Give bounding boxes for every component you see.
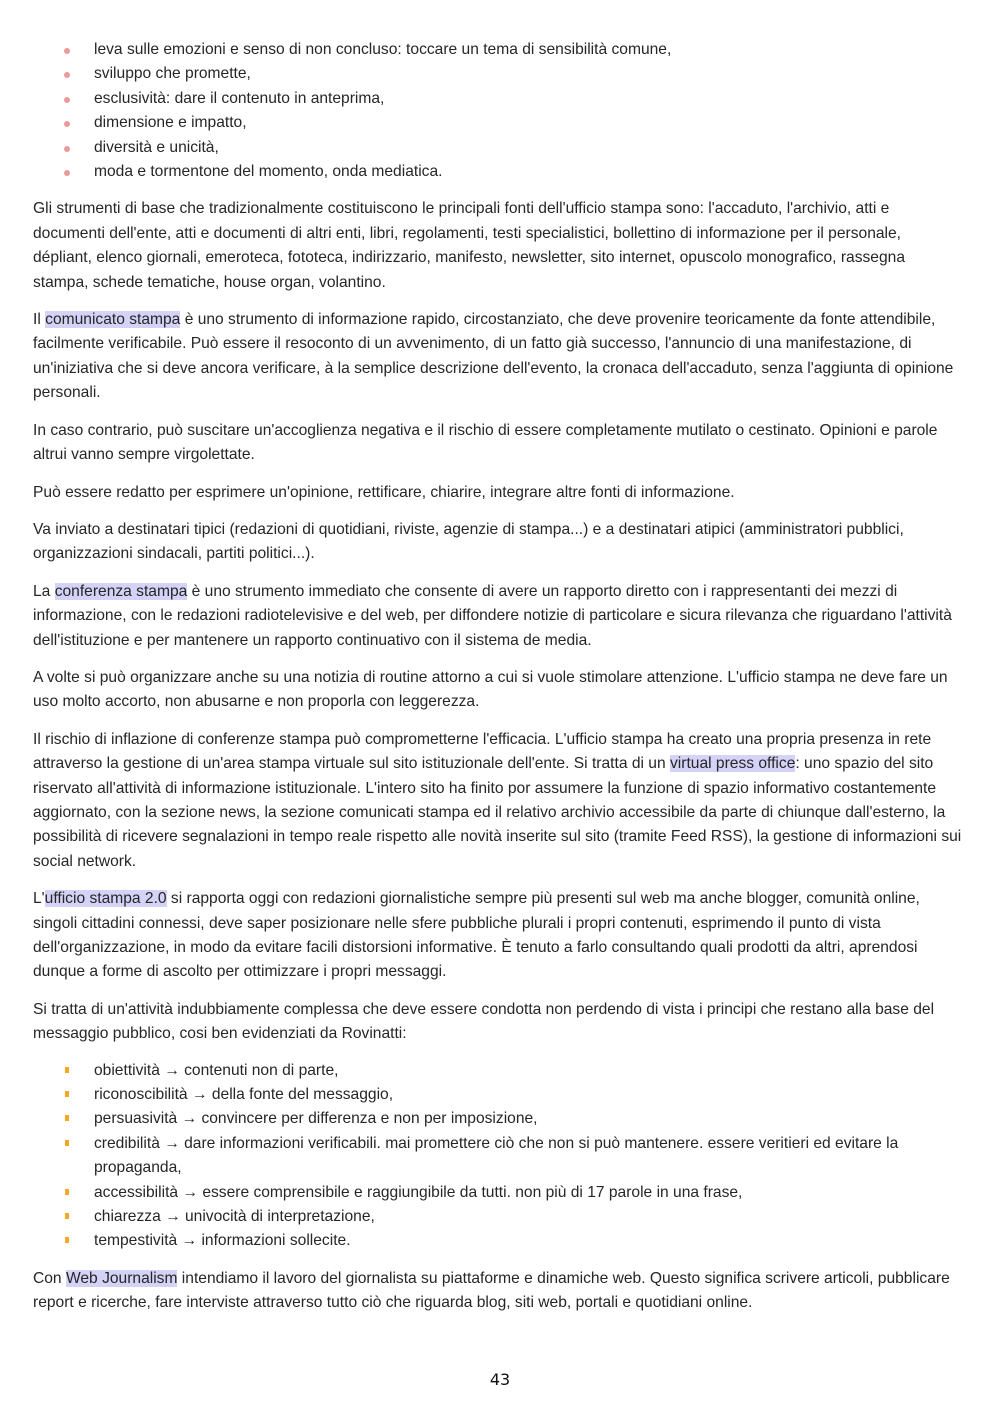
text-run: è uno strumento di informazione rapido, circostanziato, che deve provenire teoricamente da fonte attendibile, facilmente verificabile. Può essere il resoconto di un avvenimento, di un fatto già successo, l'annuncio di una manifestazione, di un'iniziativa che si deve ancora verificare, à la semplice descrizione dell'evento, la cronaca dell'accaduto, senza l'aggiunta di opinione personali. [33, 311, 954, 402]
text-run: Il rischio di inflazione di conferenze stampa può comprometterne l'efficacia. L'ufficio stampa ha creato una propria presenza in rete attraverso la gestione di un'area stampa virtuale sul sito istituzionale dell'ente. Si tratta di un [33, 730, 932, 773]
paragraph-destinatari: Va inviato a destinatari tipici (redazioni di quotidiani, riviste, agenzie di stampa...) e a destinatari atipici (amministratori pubblici, organizzazioni sindacali, partiti politici...). [33, 520, 904, 563]
paragraph-caso-contrario: In caso contrario, può suscitare un'accoglienza negativa e il rischio di essere completamente mutilato o cestinato. Opinioni e parole altrui vanno sempre virgolettate. [33, 421, 938, 464]
paragraph-web-journalism [33, 1267, 963, 1316]
text-run: Il [33, 311, 46, 329]
page-content [33, 38, 963, 1329]
paragraph-comunicato-stampa [33, 308, 963, 406]
list-item: dimensione e impatto, [33, 111, 963, 135]
list-item: moda e tormentone del momento, onda mediatica. [33, 160, 963, 184]
paragraph-strumenti: Gli strumenti di base che tradizionalmente costituiscono le principali fonti dell'ufficio stampa sono: l'accaduto, l'archivio, atti e documenti dell'ente, atti e documenti di altri enti, libri, regolamenti, testi specialistici, bollettino di informazione per il personale, dépliant, elenco giornali, emeroteca, fototeca, indirizzario, manifesto, newsletter, sito internet, opuscolo monografico, rassegna stampa, schede tematiche, house organ, volantino. [33, 200, 905, 291]
paragraph-conferenza-stampa [33, 580, 963, 653]
text-run: : uno spazio del sito riservato all'attività di informazione istituzionale. L'intero sito ha finito por assumere la funzione di spazio informativo costantemente aggiornato, con la sezione news, la sezione comunicati stampa ed il relativo archivio accessibile da parte di chiunque dall'esterno, la possibilità di ricevere segnalazioni in tempo reale rispetto alle novità inserite sul sito (tramite Feed RSS), la gestione di informazioni sui social network. [33, 755, 962, 870]
principles-bullet-list [33, 1059, 963, 1254]
paragraph-routine: A volte si può organizzare anche su una notizia di routine attorno a cui si vuole stimolare attenzione. L'ufficio stampa ne deve fare un uso molto accorto, non abusarne e non proporla con leggerezza. [33, 668, 948, 711]
highlighted-term: comunicato stampa [45, 311, 181, 329]
list-item: accessibilità → essere comprensibile e raggiungibile da tutti. non più di 17 parole in una frase, [33, 1181, 963, 1205]
highlighted-term: ufficio stampa 2.0 [44, 890, 167, 908]
list-item: obiettività → contenuti non di parte, [33, 1059, 963, 1083]
list-item: diversità e unicità, [33, 136, 963, 160]
list-item: chiarezza → univocità di interpretazione, [33, 1205, 963, 1229]
highlighted-term: Web Journalism [65, 1269, 178, 1287]
paragraph-redatto: Può essere redatto per esprimere un'opinione, rettificare, chiarire, integrare altre fonti di informazione. [33, 483, 735, 501]
paragraph-virtual-press-office [33, 728, 963, 874]
list-item: leva sulle emozioni e senso di non concluso: toccare un tema di sensibilità comune, [33, 38, 963, 62]
page-number: 43 [489, 1370, 511, 1389]
text-run: La [33, 582, 55, 600]
list-item: credibilità → dare informazioni verificabili. mai promettere ciò che non si può mantenere. essere veritieri ed evitare la propaganda, [33, 1132, 963, 1181]
list-item: riconoscibilità → della fonte del messaggio, [33, 1083, 963, 1107]
list-item: esclusività: dare il contenuto in anteprima, [33, 87, 963, 111]
text-run: intendiamo il lavoro del giornalista su piattaforme e dinamiche web. Questo significa scrivere articoli, pubblicare report e ricerche, fare interviste attraverso tutto ciò che riguarda blog, siti web, portali e quotidiani online. [33, 1269, 950, 1312]
text-run: si rapporta oggi con redazioni giornalistiche sempre più presenti sul web ma anche blogger, comunità online, singoli cittadini connessi, deve saper posizionare nelle sfere pubbliche plurali i propri contenuti, esprimendo il punto di vista dell'organizzazione, in modo da evitare facili distorsioni informative. È tenuto a farlo consultando quali prodotti da altri, aprendosi dunque a forme di ascolto per ottimizzare i propri messaggi. [33, 890, 920, 981]
text-run: Con [33, 1269, 66, 1287]
text-run: è uno strumento immediato che consente di avere un rapporto diretto con i rappresentanti dei mezzi di informazione, con le redazioni radiotelevisive e del web, per diffondere notizie di particolare e sicura rilevanza che riguardano l'attività dell'istituzione e per mantenere un rapporto continuativo con il sistema de media. [33, 582, 952, 649]
criteria-bullet-list [33, 38, 963, 184]
list-item: persuasività → convincere per differenza e non per imposizione, [33, 1107, 963, 1131]
highlighted-term: virtual press office [669, 755, 796, 773]
text-run: L' [33, 890, 45, 908]
list-item: tempestività → informazioni sollecite. [33, 1229, 963, 1253]
paragraph-ufficio-stampa-2 [33, 887, 963, 985]
paragraph-principi: Si tratta di un'attività indubbiamente complessa che deve essere condotta non perdendo di vista i principi che restano alla base del messaggio pubblico, cosi ben evidenziati da Rovinatti: [33, 1000, 935, 1043]
list-item: sviluppo che promette, [33, 62, 963, 86]
highlighted-term: conferenza stampa [54, 582, 188, 600]
